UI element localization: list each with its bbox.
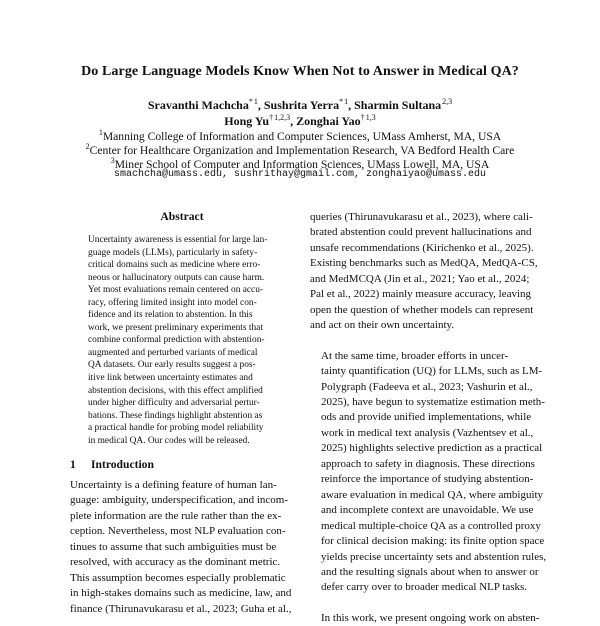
affiliation-text: Manning College of Information and Computer Sciences, UMass Amherst, MA, USA [102,129,502,143]
text-line: work in medical text analysis (Vazhentsev et al., [321,426,534,439]
text-line: finance (Thirunavukarasu et al., 2023; Guha et al., [70,602,292,615]
text-line: for clinical decision making: its finite option space [321,535,545,548]
text-line: reinforce the importance of studying abstention- [321,473,534,486]
text-line: bations. These findings highlight abstention as [88,410,263,421]
text-line: In this work, we present ongoing work on absten- [321,611,540,624]
affiliation-number: 1 [98,128,103,137]
section-number: 1 [70,458,76,471]
text-line: abstention decisions, with this effect amplified [88,385,263,396]
author-mark: * [248,97,253,106]
text-line: guage models (LLMs), particularly in safety- [88,247,258,258]
text-line: in medical QA. Our codes will be released. [88,435,250,446]
text-line: QA datasets. Our early results suggest a pos- [88,360,256,371]
text-line: and incomplete context are unavoidable. We use [321,504,534,517]
text-line: Existing benchmarks such as MedQA, MedQA-CS, [310,257,538,270]
text-line: under higher difficulty and adversarial pertur- [88,398,260,409]
paragraph [310,210,540,334]
text-line: racy, offering limited insight into model con- [88,297,257,308]
text-line: unsafe recommendations (Kirichenko et al., 2025). [310,241,534,254]
text-line: work, we present preliminary experiments that [88,322,263,333]
text-line: open the question of whether models can represent [310,303,534,316]
introduction-body [70,478,298,617]
text-line: ods and provide unified implementations, while [321,411,532,424]
text-line: neous or hallucinatory outputs can cause harm. [88,272,265,283]
section-title: Introduction [91,458,154,471]
text-line: tinues to assume that such ambiguities must be [70,540,277,553]
section-heading-introduction [70,458,154,471]
paper-title: Do Large Language Models Know When Not to Answer in Medical QA? [81,64,519,79]
text-line: a practical handle for probing model reliability [88,423,264,434]
text-line: approach to safety in diagnosis. These directions [321,457,535,470]
text-line: 2025) highlights selective prediction as a practical [321,442,543,455]
text-line: guage: ambiguity, underspecification, and incom- [70,494,288,507]
text-line: resolved, with accuracy as the dominant metric. [70,556,281,569]
author-name: Zonghai Yao [296,114,361,128]
affiliation-text: Miner School of Computer and Information Sciences, UMass Lowell, MA, USA [114,157,490,171]
text-line: Pal et al., 2022) mainly measure accuracy, leaving [310,288,532,301]
text-line: itive link between uncertainty estimates and [88,373,253,384]
text-line: combine conformal prediction with abstention- [88,335,265,346]
text-line: augmented and perturbed variants of medical [88,347,258,358]
text-line: 2025), have begun to systematize estimation meth- [321,395,545,408]
author-mark: † [269,113,274,122]
author-mark: * [339,97,344,106]
affiliation-number: 2 [85,142,90,151]
affiliation-text: Center for Healthcare Organization and Implementation Research, VA Bedford Health Care [89,143,515,157]
text-line: and MedMCQA (Jin et al., 2021; Yao et al., 2024; [310,272,530,285]
text-line: defer carry over to broader medical NLP tasks. [321,581,528,594]
affiliation [0,142,600,157]
text-line: ception. Nevertheless, most NLP evaluation con- [70,525,286,538]
text-line: queries (Thirunavukarasu et al., 2023), where cali- [310,211,533,223]
author-name: Sravanthi Machcha [147,98,249,112]
author-affiliation: 1,2,3 [274,113,291,122]
text-line: tainty quantification (UQ) for LLMs, such as LM- [321,365,543,378]
text-line: critical domains such as medicine where erro- [88,260,261,271]
abstract-body [88,234,278,447]
author-name: Hong Yu [224,114,270,128]
text-line: Uncertainty is a defining feature of human lan- [70,479,277,491]
author-mark: † [360,113,365,122]
text-line: yields precise uncertainty sets and abstention rules, [321,550,547,563]
author-affiliation: 1 [344,97,349,106]
text-line: and the resulting signals about when to answer or [321,565,539,578]
text-line: Uncertainty awareness is essential for large lan- [88,235,268,245]
author-name: Sharmin Sultana [354,98,442,112]
text-line: At the same time, broader efforts in uncer- [321,349,509,362]
paragraph [310,349,547,596]
authors-line-1: Sravanthi Machcha* $^1$, Sushrita Yerra* $^1$, Sharmin Sultana $^{2,3}$ [147,97,453,112]
right-column [310,210,547,626]
affiliation-number: 3 [110,156,115,165]
author-affiliation: 1,3 [365,113,376,122]
text-line: and act on their own uncertainty. [310,319,455,332]
abstract-heading: Abstract [160,210,204,223]
text-line: brated abstention could prevent hallucinations and [310,226,532,239]
text-line: This assumption becomes especially problematic [70,571,286,584]
text-line: fidence and its relation to abstention. In this [88,310,253,321]
author-emails: smachcha@umass.edu, sushrithay@gmail.com, zonghaiyao@umass.edu [113,169,487,180]
text-line: in high-stakes domains such as medicine, law, and [70,587,292,600]
paragraph [310,611,540,626]
affiliation [0,128,600,143]
authors-line-2: Hong Yu† $^{1,2,3}$, Zonghai Yao† $^{1,3}$ [224,113,376,128]
text-line: Yet most evaluations remain centered on accu- [88,285,264,296]
text-line: aware evaluation in medical QA, where ambiguity [321,488,544,501]
text-line: plete information are the rule rather than the ex- [70,509,282,522]
text-line: Polygraph (Fadeeva et al., 2023; Vashurin et al., [321,380,533,393]
author-affiliation: 1 [253,97,258,106]
author-affiliation: 2,3 [442,97,453,106]
text-line: medical multiple-choice QA as a controlled proxy [321,519,541,532]
author-name: Sushrita Yerra [263,98,340,112]
